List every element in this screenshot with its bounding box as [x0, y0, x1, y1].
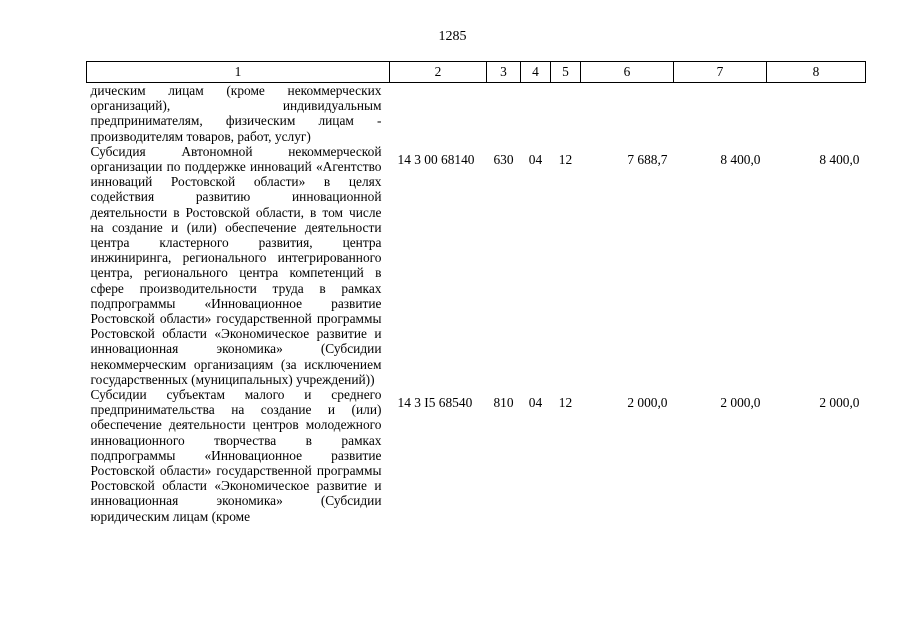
- col-header-3: 3: [487, 62, 521, 83]
- row-pr: 12: [558, 151, 573, 167]
- row-code: 14 3 00 68140: [397, 151, 475, 167]
- row-rz: 04: [528, 151, 543, 167]
- row-vr: [487, 83, 521, 144]
- header-row: [87, 62, 866, 83]
- row-value-3: 8 400,0: [819, 151, 860, 167]
- row-value-3: [767, 83, 866, 144]
- row-value-1: 2 000,0: [627, 395, 668, 411]
- row-rz: 04: [528, 395, 543, 411]
- row-value-1: [581, 83, 674, 144]
- row-code: 14 3 I5 68540: [397, 395, 473, 411]
- row-rz: [521, 83, 551, 144]
- table-row: [87, 387, 866, 524]
- page-number: 1285: [438, 29, 467, 44]
- col-header-5: 5: [551, 62, 581, 83]
- row-value-2: [674, 83, 767, 144]
- col-header-6: 6: [581, 62, 674, 83]
- row-vr: 810: [493, 395, 514, 411]
- col-header-2: 2: [390, 62, 487, 83]
- row-value-3: 2 000,0: [819, 395, 860, 411]
- row-pr: [551, 83, 581, 144]
- row-name: Субсидия Автономной некоммерческой организации по поддержке инноваций «Агентство инноваций Ростовской области» в целях содействия развитию инновационной деятельности в Ростовской области, в том числе на создание и (или) обеспечение деятельности центра кластерного развития, центра инжиниринга, регионального интегрированного центра, регионального центра компетенций в сфере производительности труда в рамках подпрограммы «Инновационное развитие Ростовской области» государственной программы Ростовской области «Экономическое развитие и инновационная экономика» (Субсидии некоммерческим организациям (за исключением государственных (муниципальных) учреждений)): [90, 143, 382, 387]
- table-row: [87, 83, 866, 144]
- row-code: [390, 83, 487, 144]
- col-header-4: 4: [521, 62, 551, 83]
- row-value-2: 2 000,0: [720, 395, 761, 411]
- col-header-1: 1: [87, 62, 390, 83]
- budget-table: [86, 61, 866, 524]
- table-row: [87, 144, 866, 387]
- row-value-1: 7 688,7: [627, 151, 668, 167]
- row-value-2: 8 400,0: [720, 151, 761, 167]
- row-name: дическим лицам (кроме некоммерческих организаций), индивидуальным предпринимателям, физическим лицам - производителям товаров, работ, услуг): [90, 83, 382, 144]
- col-header-7: 7: [674, 62, 767, 83]
- row-name: Субсидии субъектам малого и среднего предпринимательства на создание и (или) обеспечение деятельности центров молодежного инновационного творчества в рамках подпрограммы «Инновационное развитие Ростовской области» государственной программы Ростовской области «Экономическое развитие и инновационная экономика» (Субсидии юридическим лицам (кроме: [90, 387, 382, 524]
- row-pr: 12: [558, 395, 573, 411]
- col-header-8: 8: [767, 62, 866, 83]
- row-vr: 630: [493, 151, 514, 167]
